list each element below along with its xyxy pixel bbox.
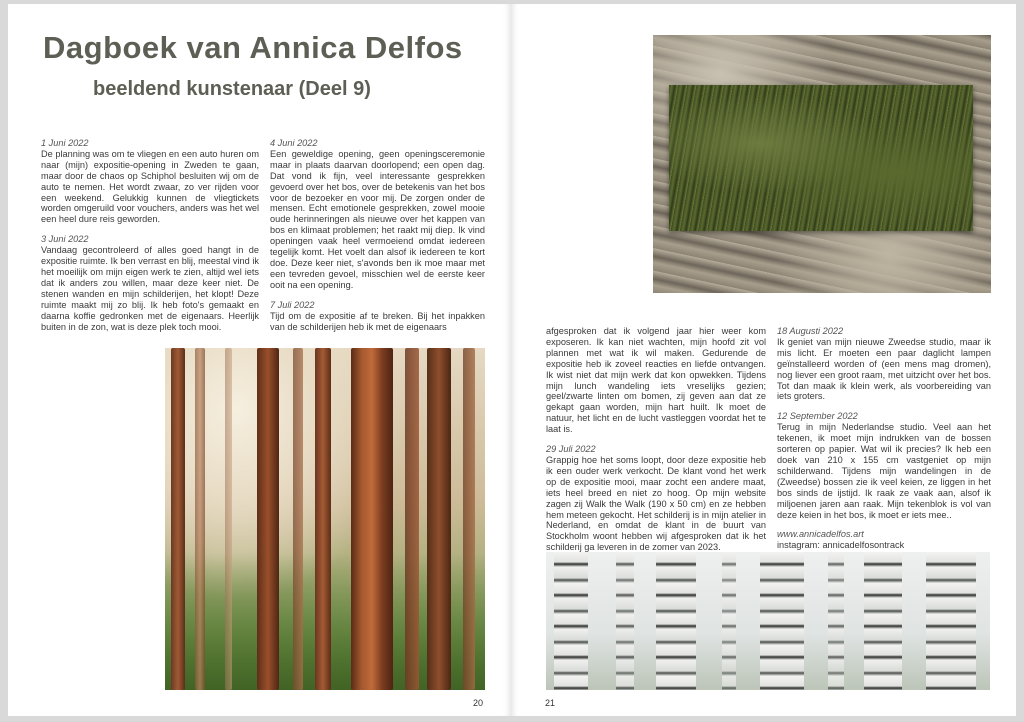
entry-date: 12 September 2022 — [777, 411, 858, 422]
entry-date: 7 Juli 2022 — [270, 299, 315, 310]
stone-wall-painting-image — [653, 35, 991, 293]
page-number: 20 — [472, 698, 483, 708]
forest-painting-image — [165, 348, 485, 690]
page-number: 21 — [545, 698, 556, 708]
diary-entry — [270, 138, 485, 291]
diary-entry — [777, 326, 991, 402]
diary-entry — [546, 326, 766, 435]
contact-info — [777, 529, 991, 551]
diary-entry — [41, 138, 259, 225]
entry-date: 1 Juni 2022 — [41, 138, 89, 148]
instagram-handle[interactable]: instagram: annicadelfosontrack — [777, 540, 905, 551]
diary-entry — [41, 234, 259, 332]
entry-text: De planning was om te vliegen en een auto huren om naar (mijn) expositie-opening in Zweden te gaan, maar door de chaos op Schiphol besluiten wij om de auto te nemen. Het wordt zwaar, zo ver rijden voor een weekend. Gelukkig kunnen de vliegtickets worden omgeruild voor vouchers, anders was het wel een heel dure reis geworden. — [41, 148, 259, 225]
right-column-1 — [546, 326, 766, 562]
entry-text: afgesproken dat ik volgend jaar hier weer kom exposeren. Ik kan niet wachten, mijn hoofd zit vol plannen met wat ik wil maken. Gedurende de expositie heb ik zoveel reacties en liefde ontvangen. Ik wist niet dat mijn werk dat kon opwekken. Tijdens mijn lunch wandeling iets vreselijks gezien; geel/zwarte linten om bomen, zij geven aan dat ze gekapt gaan worden, mijn hart huilt. Ik moet de natuur, het licht en de lucht vastleggen voordat het te laat is. — [546, 326, 766, 435]
right-column-2 — [777, 326, 991, 560]
entry-text: Grappig hoe het soms loopt, door deze expositie heb ik een ouder werk verkocht. De klant vond het werk op de expositie mooi, maar zocht een andere maat, iets heel breed en niet zo hoog. Op mijn website zagen zij Walk the Walk (190 x 50 cm) en ze hebben hem meteen gekocht. Het schilderij is in mijn atelier in Nederland, en omdat de klant in de buurt van Stockholm woont hebben wij afgesproken dat ik het schilderij ga leveren in de zomer van 2023. — [546, 454, 766, 553]
entry-text: Terug in mijn Nederlandse studio. Veel aan het tekenen, ik moet mijn indrukken van de bossen sorteren op papier. Wat wil ik precies? Ik heb een doek van 210 x 155 cm vastgeniet op mijn schilderwand. Tijdens mijn wandelingen in de (Zweedse) bossen zie ik veel keien, ze liggen in het bos sinds de ijstijd. Ik raak ze vaak aan, alsof ik miljoenen jaren aan raak. Mijn tekenblok is vol van deze keien in het bos, ik moet er iets mee.. — [777, 422, 991, 520]
entry-date: 3 Juni 2022 — [41, 234, 89, 245]
diary-entry — [777, 411, 991, 520]
left-column-1 — [41, 138, 259, 341]
diary-entry — [270, 300, 485, 333]
entry-date: 29 Juli 2022 — [546, 444, 596, 455]
entry-date: 18 Augusti 2022 — [777, 326, 844, 336]
entry-date: 4 Juni 2022 — [270, 138, 318, 148]
website-link[interactable]: www.annicadelfos.art — [777, 529, 864, 540]
entry-text: Tijd om de expositie af te breken. Bij het inpakken van de schilderijen heb ik met de eigenaars — [270, 310, 485, 332]
birch-painting-image — [546, 552, 990, 690]
entry-text: Ik geniet van mijn nieuwe Zweedse studio, maar ik mis licht. Er moeten een paar daglicht lampen geïnstalleerd worden of (een mens mag dromen), nog liever een groot raam, met uitzicht over het bos. Tot dan maak ik klein werk, als voorbereiding van iets groters. — [777, 336, 991, 402]
entry-text: Een geweldige opening, geen openingsceremonie maar in plaats daarvan doorlopend; een open dag. Dat vond ik fijn, veel interessante gesprekken gevoerd over het bos, over de betekenis van het bos voor de bezoeker en voor mij. De zorgen onder de mensen. Echt emotionele gesprekken, zowel mooie oude herinneringen als nieuwe over het kappen van bos en klimaat problemen; het raakt mij diep. Ik vind openingen vaak heel vermoeiend omdat iedereen tegelijk komt. Het voelt dan alsof ik iedereen te kort doe. Deze keer niet, s'avonds ben ik moe maar met een tevreden gevoel, misschien wel de eerste keer ooit na een opening. — [270, 148, 485, 290]
left-page — [8, 4, 511, 716]
diary-entry — [546, 444, 766, 553]
page-subtitle: beeldend kunstenaar (Deel 9) — [93, 78, 371, 100]
right-page — [511, 4, 1016, 716]
moss-canvas — [669, 85, 973, 231]
page-title: Dagboek van Annica Delfos — [43, 30, 463, 65]
entry-text: Vandaag gecontroleerd of alles goed hangt in de expositie ruimte. Ik ben verrast en blij, meestal vind ik het moeilijk om mijn eigen werk te zien, altijd wel iets dat ik anders zou willen, maar deze keer niet. De stenen wanden en mijn schilderijen, het klopt! Deze ruimte maakt mij zo blij. Ik heb foto's gemaakt en daarna koffie gedronken met de eigenaars. Heerlijk buiten in de zon, wat is deze plek toch mooi. — [41, 245, 259, 332]
left-column-2 — [270, 138, 485, 341]
